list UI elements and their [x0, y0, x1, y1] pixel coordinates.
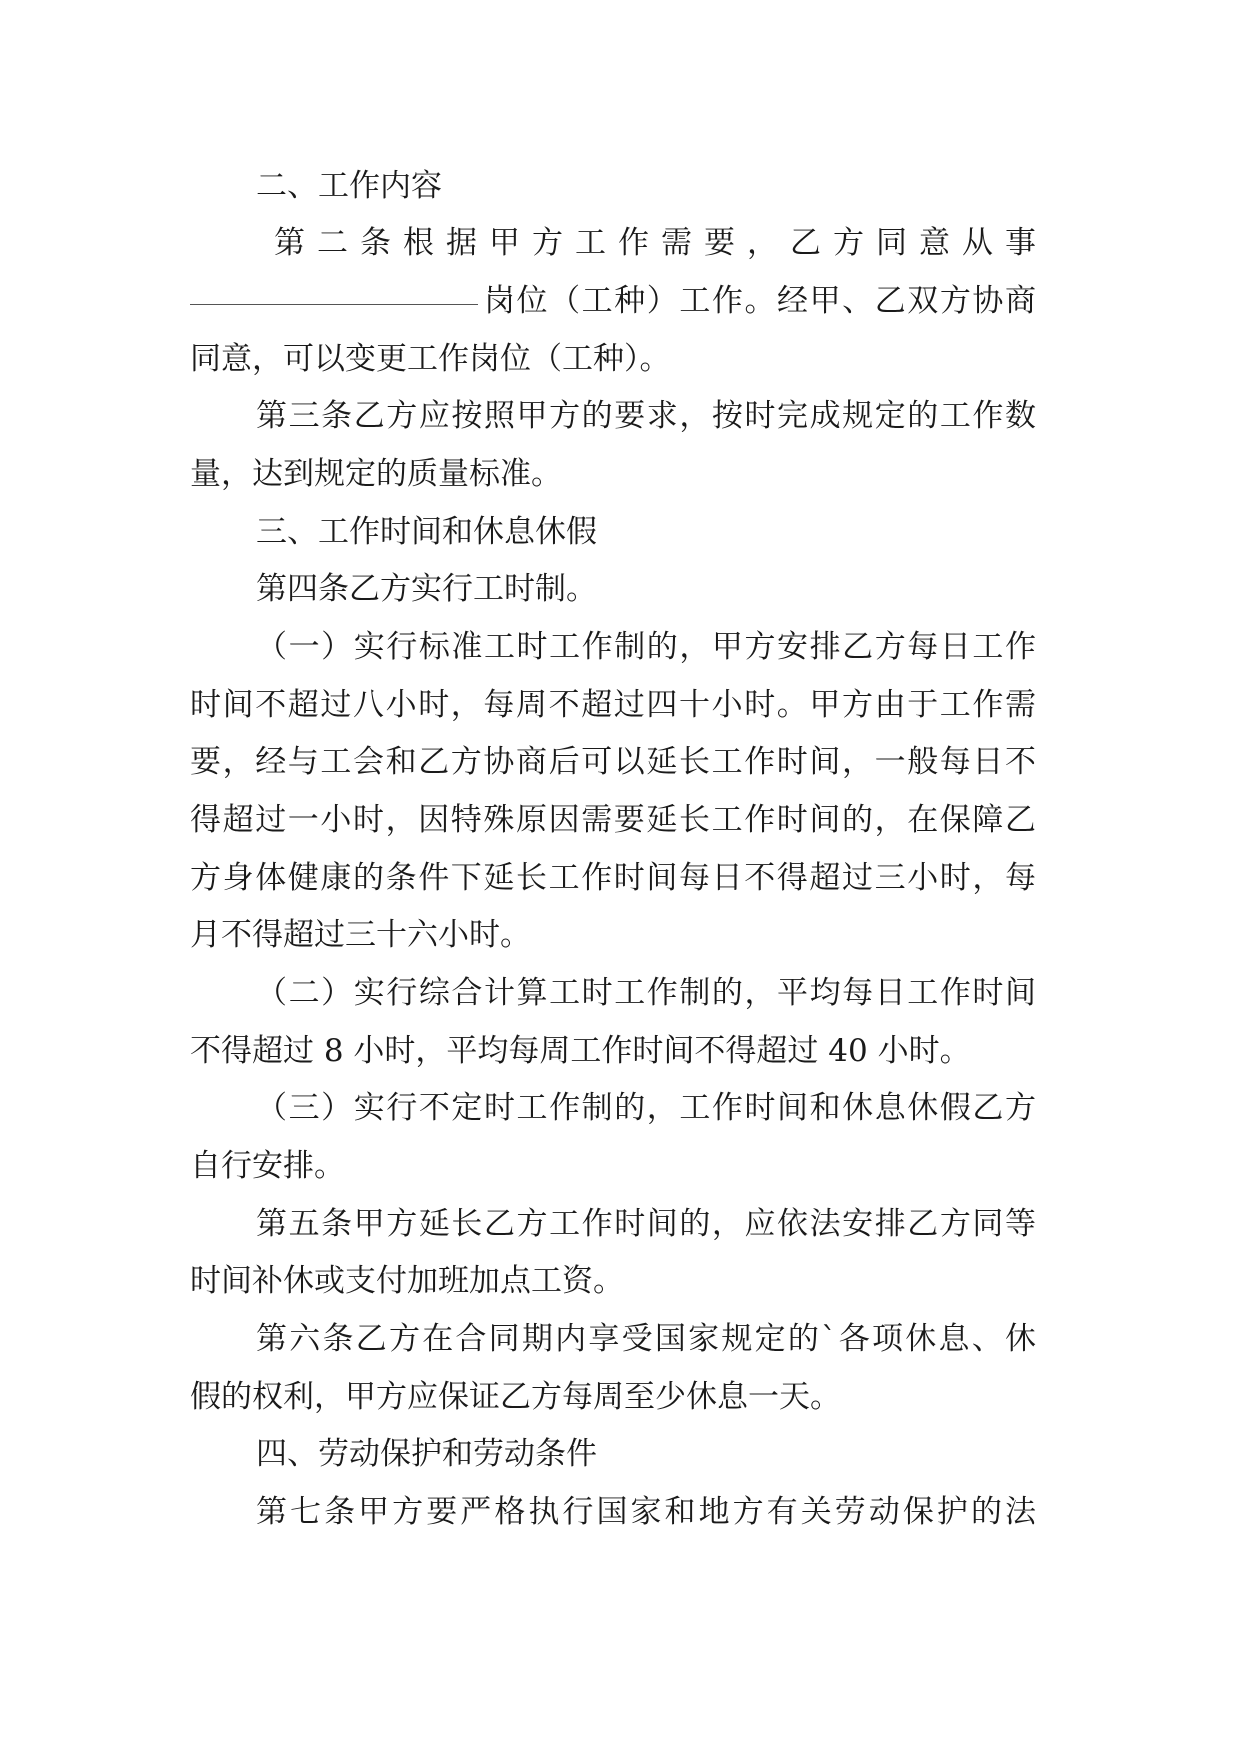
item-2-line-2: 不得超过 8 小时，平均每周工作时间不得超过 40 小时。	[190, 1033, 971, 1069]
section-heading-labor-protection: 四、劳动保护和劳动条件	[256, 1436, 597, 1472]
article-3-line-1: 第三条乙方应按照甲方的要求，按时完成规定的工作数	[256, 398, 1036, 434]
article-4-line-1: 第四条乙方实行工时制。	[256, 571, 597, 607]
item-1-line-3: 要，经与工会和乙方协商后可以延长工作时间，一般每日不	[190, 744, 1036, 780]
item-1-line-4: 得超过一小时，因特殊原因需要延长工作时间的，在保障乙	[190, 802, 1036, 838]
item-1-line-2: 时间不超过八小时，每周不超过四十小时。甲方由于工作需	[190, 687, 1036, 723]
item-1-line-1: （一）实行标准工时工作制的，甲方安排乙方每日工作	[256, 629, 1036, 665]
article-7-line-1: 第七条甲方要严格执行国家和地方有关劳动保护的法	[256, 1494, 1036, 1530]
item-1-line-6: 月不得超过三十六小时。	[190, 917, 531, 953]
article-2-line-1: 第二条根据甲方工作需要，乙方同意从事	[274, 225, 1036, 261]
article-5-line-2: 时间补休或支付加班加点工资。	[190, 1263, 624, 1299]
item-2-line-1: （二）实行综合计算工时工作制的，平均每日工作时间	[256, 975, 1036, 1011]
article-2-line-2: 岗位（工种）工作。经甲、乙双方协商	[484, 283, 1036, 319]
section-heading-working-hours: 三、工作时间和休息休假	[256, 514, 597, 550]
article-2-line-3: 同意，可以变更工作岗位（工种）。	[190, 341, 671, 377]
article-3-line-2: 量，达到规定的质量标准。	[190, 456, 562, 492]
item-3-line-2: 自行安排。	[190, 1148, 345, 1184]
article-6-line-2: 假的权利，甲方应保证乙方每周至少休息一天。	[190, 1379, 841, 1415]
position-blank-underline	[190, 304, 478, 305]
section-heading-work-content: 二、工作内容	[256, 168, 442, 204]
article-5-line-1: 第五条甲方延长乙方工作时间的，应依法安排乙方同等	[256, 1206, 1036, 1242]
item-1-line-5: 方身体健康的条件下延长工作时间每日不得超过三小时，每	[190, 860, 1036, 896]
item-3-line-1: （三）实行不定时工作制的，工作时间和休息休假乙方	[256, 1090, 1036, 1126]
article-6-line-1: 第六条乙方在合同期内享受国家规定的`各项休息、休	[256, 1321, 1036, 1357]
